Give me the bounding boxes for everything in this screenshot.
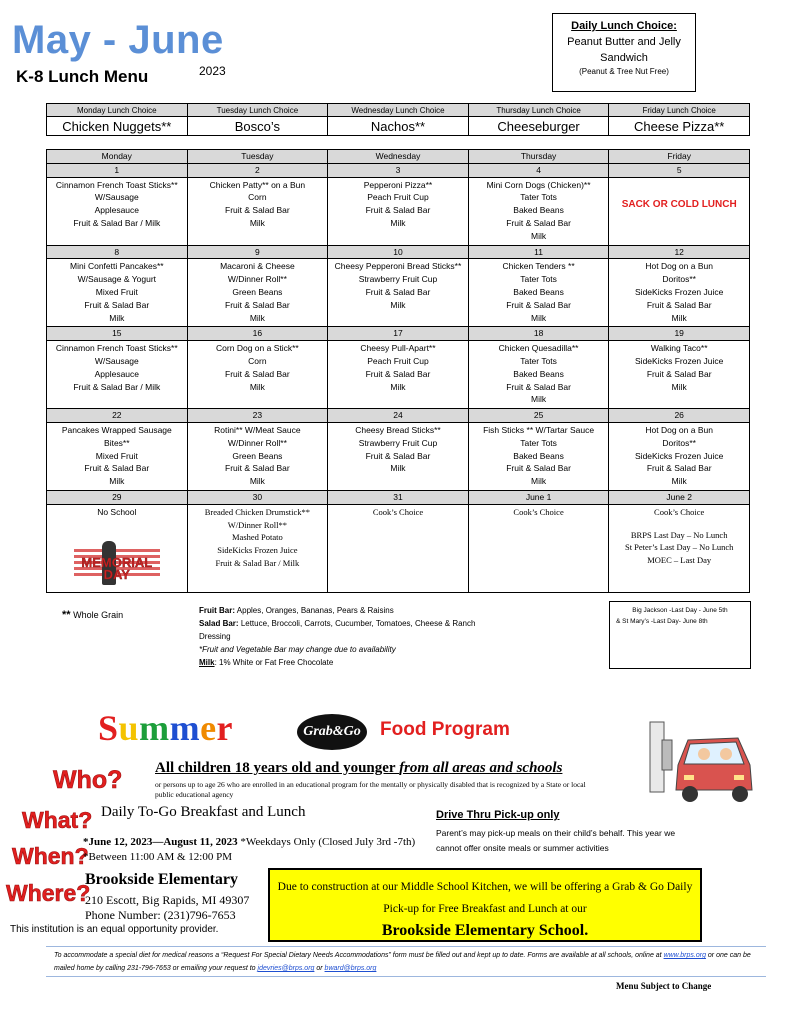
menu-cell-wednesday	[328, 177, 469, 245]
menu-item: Breaded Chicken Drumstick**	[204, 506, 311, 517]
menu-cell-tuesday	[187, 341, 328, 409]
menu-cell-thursday	[468, 341, 609, 409]
weekday-choice-table	[46, 103, 750, 136]
menu-item: Fruit & Salad Bar	[225, 205, 290, 216]
menu-cell-tuesday	[187, 504, 328, 592]
menu-item: Fruit & Salad Bar	[365, 205, 431, 216]
menu-item: W/Dinner Roll**	[227, 437, 287, 448]
menu-item: Green Beans	[232, 450, 283, 461]
menu-item: Fruit & Salad Bar	[365, 450, 431, 461]
menu-item: Cinnamon French Toast Sticks**	[55, 179, 178, 190]
menu-subject-to-change: Menu Subject to Change	[616, 981, 712, 991]
menu-cell-friday	[609, 422, 750, 490]
menu-item: Fruit & Salad Bar / Milk	[73, 217, 161, 228]
what-question: What?	[22, 807, 93, 833]
milk-label: Milk	[199, 658, 215, 667]
menu-cell-wednesday	[328, 504, 469, 592]
availability-note: *Fruit and Vegetable Bar may change due to availability	[199, 645, 396, 654]
choice-value-tuesday: Bosco’s	[187, 117, 328, 136]
menu-item: BRPS Last Day – No Lunch	[630, 529, 728, 540]
where-question: Where?	[6, 880, 91, 906]
fruit-salad-bar-note	[199, 604, 479, 669]
menu-cell-thursday	[468, 504, 609, 592]
menu-item: Corn Dog on a Stick**	[216, 343, 299, 354]
menu-item: Mashed Potato	[232, 532, 283, 543]
menu-item: Mixed Fruit	[95, 286, 138, 297]
daily-choice-note: (Peanut & Tree Nut Free)	[579, 67, 669, 76]
summer-letter: u	[118, 708, 140, 748]
menu-item: Walking Taco**	[650, 343, 708, 354]
where-phone: Phone Number: (231)796-7653	[85, 908, 236, 922]
menu-cell-monday	[47, 177, 188, 245]
summer-letter: r	[216, 708, 234, 748]
drive-thru-car-icon	[648, 720, 758, 810]
menu-item: Corn	[248, 355, 267, 366]
day-header-monday: Monday	[47, 150, 188, 164]
brps-website-link[interactable]: www.brps.org	[663, 952, 706, 959]
menu-item: Milk	[390, 381, 406, 392]
menu-item: Milk	[531, 394, 547, 405]
menu-cell-monday	[47, 341, 188, 409]
menu-item: Baked Beans	[513, 205, 564, 216]
menu-item: Fruit & Salad Bar	[506, 299, 571, 310]
menu-item: Milk	[531, 230, 547, 241]
last-day-big-jackson: Big Jackson -Last Day - June 5th	[632, 607, 728, 614]
menu-item: Milk	[390, 463, 406, 474]
fruit-bar-text: Apples, Oranges, Bananas, Pears & Raisins	[236, 606, 394, 615]
menu-item: Cinnamon French Toast Sticks**	[55, 343, 178, 354]
date-cell-wednesday: 3	[328, 163, 469, 177]
menu-item: MOEC – Last Day	[647, 555, 712, 566]
menu-item: Fish Sticks ** W/Tartar Sauce	[483, 424, 595, 435]
page-title: May - June	[12, 18, 224, 62]
menu-item: Green Beans	[232, 286, 283, 297]
menu-item: Milk	[671, 476, 687, 487]
menu-item: Milk	[671, 381, 687, 392]
date-cell-friday: 26	[609, 409, 750, 423]
menu-item: Milk	[390, 217, 406, 228]
menu-item: Cheesy Pepperoni Bread Sticks**	[334, 261, 462, 272]
choice-label-friday: Friday Lunch Choice	[609, 104, 750, 117]
when-question: When?	[12, 843, 89, 869]
choice-label-thursday: Thursday Lunch Choice	[468, 104, 609, 117]
date-cell-tuesday: 23	[187, 409, 328, 423]
menu-item: Corn	[248, 192, 267, 203]
menu-item: Cook’s Choice	[513, 506, 564, 517]
menu-cell-thursday	[468, 259, 609, 327]
what-answer: Daily To-Go Breakfast and Lunch	[101, 804, 306, 820]
menu-cell-monday	[47, 259, 188, 327]
date-cell-wednesday: 17	[328, 327, 469, 341]
menu-item: Hot Dog on a Bun	[645, 424, 713, 435]
menu-item: SideKicks Frozen Juice	[635, 355, 724, 366]
menu-item: Fruit & Salad Bar / Milk	[215, 557, 300, 568]
date-cell-tuesday: 9	[187, 245, 328, 259]
date-cell-friday: 5	[609, 163, 750, 177]
date-cell-monday: 15	[47, 327, 188, 341]
menu-item: Fruit & Salad Bar	[646, 463, 712, 474]
date-cell-tuesday: 30	[187, 490, 328, 504]
menu-item: Chicken Patty** on a Bun	[209, 179, 306, 190]
menu-item: No School	[97, 506, 137, 517]
menu-calendar	[46, 149, 750, 593]
menu-cell-friday	[609, 177, 750, 245]
date-cell-wednesday: 31	[328, 490, 469, 504]
special-diet-note: To accommodate a special diet for medical reasons a “Request For Special Dietary Needs Accommodations” form must be filled out and kept up to date. Forms are available at all schools, online at www.brps.org or one can be mailed home by calling 231-796-7653 or emailing your request to jdevries@brps.org or bward@brps.org	[46, 946, 766, 977]
menu-item: Peach Fruit Cup	[367, 355, 429, 366]
menu-item: SACK OR COLD LUNCH	[621, 198, 737, 210]
date-cell-monday: 8	[47, 245, 188, 259]
choice-label-monday: Monday Lunch Choice	[47, 104, 188, 117]
menu-item: Tater Tots	[520, 355, 557, 366]
construction-notice	[268, 868, 702, 942]
choice-value-wednesday: Nachos**	[328, 117, 469, 136]
menu-item: Doritos**	[662, 437, 696, 448]
menu-item: Doritos**	[662, 274, 696, 285]
drive-thru-title: Drive Thru Pick-up only	[436, 809, 560, 821]
where-address: 210 Escott, Big Rapids, MI 49307	[85, 893, 250, 907]
who-answer: All children 18 years old and younger from all areas and schools	[155, 760, 563, 776]
menu-item: Fruit & Salad Bar	[646, 368, 712, 379]
menu-item: Baked Beans	[513, 286, 564, 297]
menu-item: Fruit & Salad Bar	[506, 217, 571, 228]
equal-opportunity-statement: This institution is an equal opportunity provider.	[10, 924, 219, 935]
summer-letter: m	[139, 708, 170, 748]
menu-item: Applesauce	[94, 205, 139, 216]
menu-item: Fruit & Salad Bar	[84, 299, 150, 310]
menu-item: Milk	[531, 312, 547, 323]
grab-go-logo: Grab&Go	[297, 714, 367, 750]
last-days-box	[609, 601, 751, 669]
menu-item: Milk	[249, 217, 265, 228]
whole-grain-label: Whole Grain	[73, 610, 124, 620]
fruit-bar-label: Fruit Bar:	[199, 606, 235, 615]
menu-item	[610, 519, 748, 529]
who-eligibility-note: or persons up to age 26 who are enrolled in an educational program for the mentally or physically disabled that is recognized by a State or local public educational agency	[155, 780, 586, 799]
menu-item: Fruit & Salad Bar	[225, 368, 290, 379]
date-cell-wednesday: 24	[328, 409, 469, 423]
when-dates: *June 12, 2023—August 11, 2023 *Weekdays Only (Closed July 3rd -7th)	[83, 836, 416, 848]
menu-item: W/Sausage	[94, 192, 139, 203]
menu-item: Fruit & Salad Bar	[646, 299, 712, 310]
daily-choice-heading: Daily Lunch Choice:	[571, 20, 677, 32]
date-cell-thursday: 18	[468, 327, 609, 341]
menu-item: Cook’s Choice	[372, 506, 424, 517]
menu-item: Tater Tots	[520, 274, 557, 285]
menu-item: SideKicks Frozen Juice	[217, 545, 298, 556]
food-program-heading: Food Program	[380, 719, 510, 740]
menu-item: Fruit & Salad Bar	[84, 463, 150, 474]
menu-item: Mini Confetti Pancakes**	[70, 261, 164, 272]
date-cell-friday: 12	[609, 245, 750, 259]
menu-item: Fruit & Salad Bar	[225, 299, 290, 310]
date-cell-wednesday: 10	[328, 245, 469, 259]
daily-choice-item: Peanut Butter and Jelly Sandwich	[567, 36, 681, 64]
choice-label-wednesday: Wednesday Lunch Choice	[328, 104, 469, 117]
summer-heading	[98, 707, 233, 749]
date-cell-friday: 19	[609, 327, 750, 341]
menu-item: Fruit & Salad Bar / Milk	[73, 381, 161, 392]
menu-item: SideKicks Frozen Juice	[635, 286, 724, 297]
salad-bar-text: Lettuce, Broccoli, Carrots, Cucumber, Tomatoes, Cheese & Ranch Dressing	[199, 619, 476, 641]
menu-item: Applesauce	[94, 368, 139, 379]
menu-item: Tater Tots	[520, 192, 557, 203]
menu-cell-thursday	[468, 177, 609, 245]
day-header-friday: Friday	[609, 150, 750, 164]
choice-label-tuesday: Tuesday Lunch Choice	[187, 104, 328, 117]
menu-item: Milk	[109, 312, 125, 323]
last-day-st-marys: & St Mary’s -Last Day- June 8th	[616, 618, 708, 625]
date-cell-tuesday: 16	[187, 327, 328, 341]
menu-cell-friday	[609, 341, 750, 409]
day-header-tuesday: Tuesday	[187, 150, 328, 164]
notice-text: Due to construction at our Middle School Kitchen, we will be offering a Grab & Go Daily Pick-up for Free Breakfast and Lunch at our	[277, 881, 693, 915]
menu-cell-friday	[609, 504, 750, 592]
date-cell-tuesday: 2	[187, 163, 328, 177]
menu-item: Pepperoni Pizza**	[363, 179, 433, 190]
menu-item: Mixed Fruit	[95, 450, 138, 461]
menu-item: Strawberry Fruit Cup	[358, 274, 438, 285]
menu-cell-wednesday	[328, 422, 469, 490]
menu-item: W/Sausage & Yogurt	[77, 274, 157, 285]
menu-item: Milk	[249, 312, 265, 323]
menu-cell-friday	[609, 259, 750, 327]
date-cell-thursday: 11	[468, 245, 609, 259]
bward-email-link[interactable]: bward@brps.org	[324, 965, 377, 972]
choice-value-thursday: Cheeseburger	[468, 117, 609, 136]
daily-lunch-choice-box	[552, 13, 696, 92]
menu-cell-wednesday	[328, 341, 469, 409]
menu-item: W/Dinner Roll**	[227, 519, 288, 530]
date-cell-thursday: 25	[468, 409, 609, 423]
menu-cell-monday	[47, 422, 188, 490]
memorial-day-logo: MEMORIAL DAY	[74, 541, 160, 585]
menu-item: W/Dinner Roll**	[227, 274, 287, 285]
date-cell-monday: 22	[47, 409, 188, 423]
whole-grain-note	[62, 609, 123, 621]
menu-item: Chicken Quesadilla**	[498, 343, 579, 354]
menu-year: 2023	[199, 64, 226, 78]
menu-item: Tater Tots	[520, 437, 557, 448]
whole-grain-marker: **	[62, 609, 71, 621]
menu-item: W/Sausage	[94, 355, 139, 366]
date-cell-thursday: 4	[468, 163, 609, 177]
menu-item: Rotini** W/Meat Sauce	[214, 424, 301, 435]
menu-cell-monday	[47, 504, 188, 592]
menu-cell-thursday	[468, 422, 609, 490]
menu-item: Macaroni & Cheese	[220, 261, 295, 272]
choice-value-friday: Cheese Pizza**	[609, 117, 750, 136]
menu-item: Milk	[671, 312, 687, 323]
date-cell-monday: 1	[47, 163, 188, 177]
menu-item: Milk	[531, 476, 547, 487]
menu-item: Strawberry Fruit Cup	[358, 437, 438, 448]
date-cell-monday: 29	[47, 490, 188, 504]
menu-item: Fruit & Salad Bar	[365, 286, 431, 297]
menu-item: Baked Beans	[513, 368, 564, 379]
notice-school: Brookside Elementary School.	[381, 922, 589, 939]
menu-item: Fruit & Salad Bar	[225, 463, 290, 474]
menu-item: Hot Dog on a Bun	[645, 261, 713, 272]
menu-item: Milk	[249, 381, 265, 392]
menu-cell-tuesday	[187, 259, 328, 327]
menu-item: Milk	[109, 476, 125, 487]
where-school-name: Brookside Elementary	[85, 871, 239, 888]
summer-letter: S	[98, 708, 119, 748]
menu-item: Cook’s Choice	[654, 506, 705, 517]
menu-cell-tuesday	[187, 422, 328, 490]
who-question: Who?	[53, 766, 123, 794]
menu-item: SideKicks Frozen Juice	[635, 450, 724, 461]
choice-value-monday: Chicken Nuggets**	[47, 117, 188, 136]
menu-item: Chicken Tenders **	[502, 261, 575, 272]
date-cell-thursday: June 1	[468, 490, 609, 504]
menu-cell-wednesday	[328, 259, 469, 327]
page-subtitle: K-8 Lunch Menu	[16, 67, 149, 86]
menu-item: Fruit & Salad Bar	[506, 463, 571, 474]
menu-item: Cheesy Bread Sticks**	[355, 424, 441, 435]
day-header-wednesday: Wednesday	[328, 150, 469, 164]
when-time: *Between 11:00 AM & 12:00 PM	[83, 851, 233, 863]
day-header-thursday: Thursday	[468, 150, 609, 164]
menu-item: Peach Fruit Cup	[367, 192, 429, 203]
menu-item: Milk	[249, 476, 265, 487]
menu-cell-tuesday	[187, 177, 328, 245]
menu-item: Milk	[390, 299, 406, 310]
summer-letter: e	[200, 708, 217, 748]
menu-item: Cheesy Pull-Apart**	[360, 343, 436, 354]
menu-item: Fruit & Salad Bar	[506, 381, 571, 392]
salad-bar-label: Salad Bar:	[199, 619, 239, 628]
menu-item: Pancakes Wrapped Sausage Bites**	[61, 424, 172, 448]
menu-item: St Peter’s Last Day – No Lunch	[624, 542, 734, 553]
menu-item: Baked Beans	[513, 450, 564, 461]
milk-text: : 1% White or Fat Free Chocolate	[214, 658, 334, 667]
date-cell-friday: June 2	[609, 490, 750, 504]
drive-thru-note: Parent’s may pick-up meals on their child’s behalf. This year we cannot offer onsite meals or summer activities	[436, 828, 676, 853]
summer-letter: m	[169, 708, 201, 748]
jdevries-email-link[interactable]: jdevries@brps.org	[257, 965, 315, 972]
menu-item: Mini Corn Dogs (Chicken)**	[486, 179, 591, 190]
menu-item: Fruit & Salad Bar	[365, 368, 431, 379]
